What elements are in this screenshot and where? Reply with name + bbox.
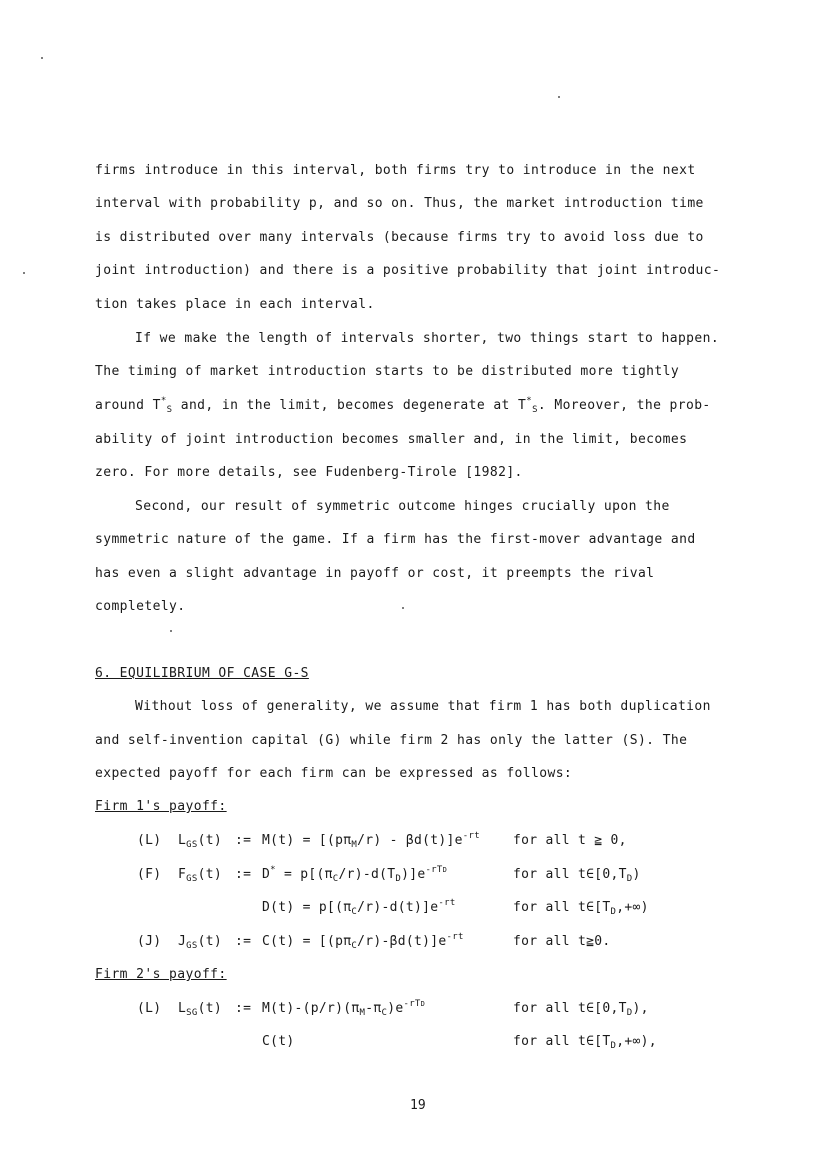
- body-line: ability of joint introduction becomes smaller and, in the limit, becomes: [95, 432, 688, 447]
- equation-lhs: $L_{GS}(t)$: [178, 833, 222, 850]
- section-heading: 6. EQUILIBRIUM OF CASE G-S: [95, 666, 309, 681]
- body-line: If we make the length of intervals shorter, two things start to happen.: [135, 331, 720, 346]
- definition-sign: :=: [235, 833, 252, 848]
- equation-condition: for all t ≧ 0,: [513, 833, 627, 848]
- text-fragment: around T: [95, 398, 161, 413]
- body-line: joint introduction) and there is a positive probability that joint introduc-: [95, 263, 721, 278]
- equation-rhs: C(t): [262, 1034, 295, 1049]
- equation-rhs: $D^* = p[(\pi_C/r)-d(T_D)]e^{-rTD}$: [262, 865, 448, 884]
- equation-lhs: $F_{GS}(t)$: [178, 867, 222, 884]
- equation-rhs: $M(t)-(p/r)(\pi_M-\pi_C)e^{-rTD}$: [262, 999, 426, 1018]
- scan-speck: [402, 607, 404, 609]
- equation-condition: for all $t\in[0,T_D)$,: [513, 1001, 649, 1018]
- scan-speck: [23, 272, 25, 274]
- body-line: The timing of market introduction starts to be distributed more tightly: [95, 364, 680, 379]
- subscript: S: [166, 405, 173, 415]
- body-line: expected payoff for each firm can be expressed as follows:: [95, 766, 573, 781]
- body-line: interval with probability p, and so on. Thus, the market introduction time: [95, 196, 704, 211]
- star-superscript: *: [526, 396, 533, 406]
- equation-tag: (L): [137, 1001, 162, 1016]
- equation-condition: for all $t\in[0,T_D)$: [513, 867, 641, 884]
- body-line: zero. For more details, see Fudenberg-Tirole [1982].: [95, 465, 523, 480]
- definition-sign: :=: [235, 934, 252, 949]
- firm1-heading: Firm 1's payoff:: [95, 799, 227, 814]
- equation-condition: for all t≧0.: [513, 934, 611, 949]
- equation-lhs: $J_{GS}(t)$: [178, 934, 222, 951]
- body-line: completely.: [95, 599, 186, 614]
- firm2-heading: Firm 2's payoff:: [95, 967, 227, 982]
- body-line-with-math: [95, 398, 711, 413]
- text-fragment: . Moreover, the prob-: [537, 398, 711, 413]
- equation-condition: for all $t\in[T_D,+\infty)$,: [513, 1034, 657, 1051]
- equation-rhs: $D(t) = p[(\pi_C/r)-d(t)]e^{-rt}$: [262, 898, 456, 917]
- body-line: Without loss of generality, we assume that firm 1 has both duplication: [135, 699, 711, 714]
- scan-speck: [170, 630, 172, 632]
- equation-rhs: $C(t) = [(p\pi_C/r)-\beta d(t)]e^{-rt}$: [262, 932, 464, 951]
- equation-condition: for all $t\in[T_D,+\infty)$: [513, 900, 649, 917]
- definition-sign: :=: [235, 867, 252, 882]
- body-line: and self-invention capital (G) while firm 2 has only the latter (S). The: [95, 733, 688, 748]
- body-line: is distributed over many intervals (because firms try to avoid loss due to: [95, 230, 704, 245]
- equation-rhs: $M(t) = [(p\pi_M/r) - \beta d(t)]e^{-rt}$: [262, 831, 480, 850]
- definition-sign: :=: [235, 1001, 252, 1016]
- body-line: tion takes place in each interval.: [95, 297, 375, 312]
- equation-lhs: $L_{SG}(t)$: [178, 1001, 222, 1018]
- equation-tag: (J): [137, 934, 162, 949]
- page-number: 19: [410, 1098, 426, 1113]
- body-line: firms introduce in this interval, both firms try to introduce in the next: [95, 163, 696, 178]
- equation-tag: (F): [137, 867, 162, 882]
- star-superscript: *: [160, 396, 167, 406]
- body-line: has even a slight advantage in payoff or cost, it preempts the rival: [95, 566, 655, 581]
- body-line: symmetric nature of the game. If a firm has the first-mover advantage and: [95, 532, 696, 547]
- scan-speck: [558, 96, 560, 98]
- scan-speck: [41, 57, 43, 59]
- text-fragment: and, in the limit, becomes degenerate at T: [172, 398, 527, 413]
- subscript: S: [532, 405, 538, 415]
- equation-tag: (L): [137, 833, 162, 848]
- body-line: Second, our result of symmetric outcome hinges crucially upon the: [135, 499, 670, 514]
